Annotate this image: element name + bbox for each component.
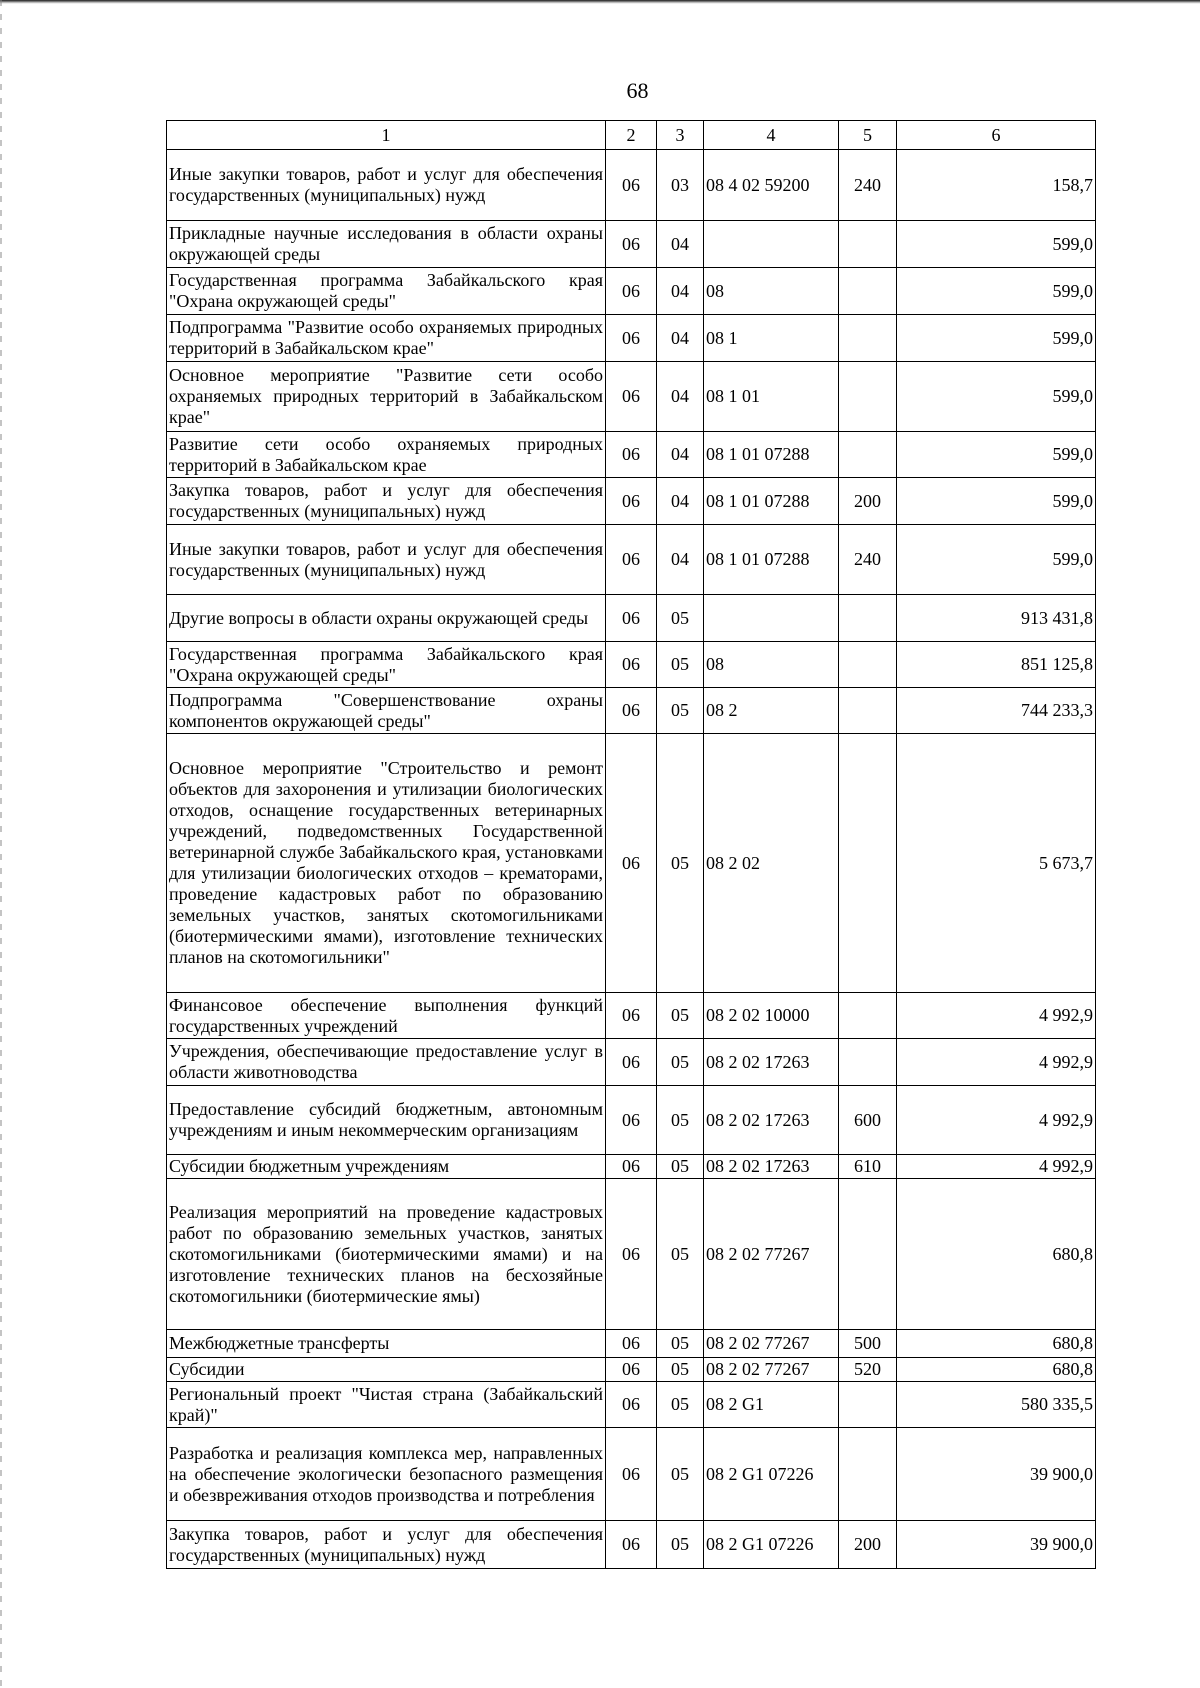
header-col-5: 5 (839, 121, 897, 150)
row-subsection: 04 (657, 362, 704, 432)
row-expense-type: 600 (839, 1086, 897, 1155)
row-section: 06 (606, 221, 657, 268)
row-target-code: 08 1 01 07288 (704, 525, 839, 595)
row-section: 06 (606, 1179, 657, 1330)
row-subsection: 05 (657, 1358, 704, 1382)
row-target-code: 08 2 (704, 688, 839, 734)
table-row (167, 1039, 1096, 1086)
table-row (167, 268, 1096, 315)
table-header (167, 121, 1096, 150)
table-row (167, 1521, 1096, 1569)
header-col-3: 3 (657, 121, 704, 150)
row-name: Субсидии бюджетным учреждениям (167, 1155, 606, 1179)
row-target-code: 08 2 02 17263 (704, 1039, 839, 1086)
row-section: 06 (606, 1155, 657, 1179)
row-amount: 4 992,9 (897, 1086, 1096, 1155)
table-row (167, 150, 1096, 221)
header-row (167, 121, 1096, 150)
scan-left-edge (0, 0, 2, 1688)
row-amount: 744 233,3 (897, 688, 1096, 734)
row-name: Иные закупки товаров, работ и услуг для обеспечения государственных (муниципальных) нужд (167, 525, 606, 595)
row-section: 06 (606, 525, 657, 595)
table-row (167, 1179, 1096, 1330)
row-subsection: 04 (657, 478, 704, 525)
row-name: Финансовое обеспечение выполнения функций государственных учреждений (167, 993, 606, 1039)
row-expense-type (839, 642, 897, 688)
row-target-code: 08 (704, 268, 839, 315)
row-subsection: 05 (657, 1521, 704, 1569)
row-target-code (704, 595, 839, 642)
budget-table (166, 120, 1096, 1569)
row-expense-type (839, 1179, 897, 1330)
row-name: Подпрограмма "Развитие особо охраняемых природных территорий в Забайкальском крае" (167, 315, 606, 362)
row-section: 06 (606, 993, 657, 1039)
row-subsection: 05 (657, 1428, 704, 1521)
row-subsection: 05 (657, 1179, 704, 1330)
row-target-code: 08 2 G1 07226 (704, 1428, 839, 1521)
row-subsection: 04 (657, 315, 704, 362)
row-name: Региональный проект "Чистая страна (Забайкальский край)" (167, 1382, 606, 1428)
row-name: Разработка и реализация комплекса мер, направленных на обеспечение экологически безопасного размещения и обезвреживания отходов производства и потребления (167, 1428, 606, 1521)
row-section: 06 (606, 642, 657, 688)
row-amount: 4 992,9 (897, 1039, 1096, 1086)
row-target-code: 08 2 02 77267 (704, 1330, 839, 1358)
table-body (167, 150, 1096, 1569)
row-amount: 599,0 (897, 432, 1096, 478)
row-section: 06 (606, 1086, 657, 1155)
row-expense-type (839, 432, 897, 478)
row-subsection: 05 (657, 688, 704, 734)
table-row (167, 1428, 1096, 1521)
row-expense-type (839, 315, 897, 362)
row-subsection: 04 (657, 221, 704, 268)
row-section: 06 (606, 432, 657, 478)
table-row (167, 1358, 1096, 1382)
row-amount: 158,7 (897, 150, 1096, 221)
row-name: Государственная программа Забайкальского края "Охрана окружающей среды" (167, 268, 606, 315)
table-row (167, 993, 1096, 1039)
row-amount: 599,0 (897, 268, 1096, 315)
table-row (167, 525, 1096, 595)
row-amount: 680,8 (897, 1179, 1096, 1330)
row-name: Государственная программа Забайкальского края "Охрана окружающей среды" (167, 642, 606, 688)
row-amount: 680,8 (897, 1330, 1096, 1358)
row-subsection: 04 (657, 432, 704, 478)
row-name: Закупка товаров, работ и услуг для обеспечения государственных (муниципальных) нужд (167, 1521, 606, 1569)
row-section: 06 (606, 362, 657, 432)
row-subsection: 05 (657, 993, 704, 1039)
row-target-code: 08 1 01 07288 (704, 478, 839, 525)
row-section: 06 (606, 1521, 657, 1569)
table-row (167, 734, 1096, 993)
header-col-2: 2 (606, 121, 657, 150)
row-name: Межбюджетные трансферты (167, 1330, 606, 1358)
row-target-code: 08 2 02 17263 (704, 1086, 839, 1155)
table-row (167, 315, 1096, 362)
row-expense-type: 240 (839, 525, 897, 595)
row-amount: 580 335,5 (897, 1382, 1096, 1428)
row-section: 06 (606, 1382, 657, 1428)
row-subsection: 05 (657, 1155, 704, 1179)
scan-top-edge (0, 0, 1200, 4)
row-subsection: 03 (657, 150, 704, 221)
row-name: Предоставление субсидий бюджетным, автономным учреждениям и иным некоммерческим организациям (167, 1086, 606, 1155)
row-expense-type (839, 993, 897, 1039)
row-amount: 4 992,9 (897, 1155, 1096, 1179)
row-target-code: 08 2 02 77267 (704, 1358, 839, 1382)
row-amount: 913 431,8 (897, 595, 1096, 642)
row-name: Основное мероприятие "Развитие сети особо охраняемых природных территорий в Забайкальском крае" (167, 362, 606, 432)
row-subsection: 05 (657, 642, 704, 688)
row-name: Субсидии (167, 1358, 606, 1382)
row-section: 06 (606, 150, 657, 221)
row-expense-type: 520 (839, 1358, 897, 1382)
row-name: Закупка товаров, работ и услуг для обеспечения государственных (муниципальных) нужд (167, 478, 606, 525)
row-name: Подпрограмма "Совершенствование охраны компонентов окружающей среды" (167, 688, 606, 734)
row-subsection: 05 (657, 595, 704, 642)
table-row (167, 478, 1096, 525)
row-target-code: 08 (704, 642, 839, 688)
row-subsection: 05 (657, 1039, 704, 1086)
table-row (167, 1086, 1096, 1155)
row-subsection: 04 (657, 268, 704, 315)
row-target-code: 08 2 02 77267 (704, 1179, 839, 1330)
row-expense-type (839, 688, 897, 734)
row-target-code (704, 221, 839, 268)
header-col-6: 6 (897, 121, 1096, 150)
row-target-code: 08 1 (704, 315, 839, 362)
row-section: 06 (606, 268, 657, 315)
row-target-code: 08 2 G1 (704, 1382, 839, 1428)
table-row (167, 1330, 1096, 1358)
row-amount: 4 992,9 (897, 993, 1096, 1039)
row-expense-type: 200 (839, 1521, 897, 1569)
row-amount: 39 900,0 (897, 1428, 1096, 1521)
row-expense-type (839, 221, 897, 268)
header-col-1: 1 (167, 121, 606, 150)
row-section: 06 (606, 734, 657, 993)
row-expense-type (839, 362, 897, 432)
table-row (167, 595, 1096, 642)
row-section: 06 (606, 1358, 657, 1382)
row-amount: 599,0 (897, 315, 1096, 362)
row-expense-type: 200 (839, 478, 897, 525)
row-subsection: 05 (657, 734, 704, 993)
row-expense-type (839, 1382, 897, 1428)
row-section: 06 (606, 478, 657, 525)
row-subsection: 05 (657, 1382, 704, 1428)
row-name: Реализация мероприятий на проведение кадастровых работ по образованию земельных участков, занятых скотомогильниками (биотермическими ямами) и на изготовление технических планов на бесхозяйные скотомогильники (биотермические ямы) (167, 1179, 606, 1330)
row-subsection: 04 (657, 525, 704, 595)
row-amount: 851 125,8 (897, 642, 1096, 688)
row-expense-type (839, 1039, 897, 1086)
row-expense-type: 240 (839, 150, 897, 221)
row-expense-type (839, 268, 897, 315)
row-amount: 599,0 (897, 221, 1096, 268)
row-amount: 599,0 (897, 362, 1096, 432)
row-section: 06 (606, 688, 657, 734)
table-row (167, 221, 1096, 268)
row-target-code: 08 1 01 07288 (704, 432, 839, 478)
header-col-4: 4 (704, 121, 839, 150)
row-name: Основное мероприятие "Строительство и ремонт объектов для захоронения и утилизации биологических отходов, оснащение государственных ветеринарных учреждений, подведомственных Государственной ветеринарной службе Забайкальского края, установками для утилизации биологических отходов – крематорами, проведение кадастровых работ по образованию земельных участков, занятых скотомогильниками (биотермическими ямами), изготовление технических планов на скотомогильники" (167, 734, 606, 993)
row-subsection: 05 (657, 1330, 704, 1358)
table-row (167, 362, 1096, 432)
table-row (167, 432, 1096, 478)
row-target-code: 08 4 02 59200 (704, 150, 839, 221)
row-section: 06 (606, 595, 657, 642)
page-number: 68 (626, 78, 649, 103)
row-target-code: 08 2 G1 07226 (704, 1521, 839, 1569)
row-target-code: 08 2 02 17263 (704, 1155, 839, 1179)
row-name: Учреждения, обеспечивающие предоставление услуг в области животноводства (167, 1039, 606, 1086)
table-row (167, 688, 1096, 734)
row-expense-type (839, 595, 897, 642)
row-target-code: 08 2 02 10000 (704, 993, 839, 1039)
row-amount: 599,0 (897, 478, 1096, 525)
row-expense-type: 610 (839, 1155, 897, 1179)
row-target-code: 08 2 02 (704, 734, 839, 993)
row-section: 06 (606, 1428, 657, 1521)
row-amount: 599,0 (897, 525, 1096, 595)
row-subsection: 05 (657, 1086, 704, 1155)
row-expense-type: 500 (839, 1330, 897, 1358)
table-row (167, 642, 1096, 688)
row-section: 06 (606, 1039, 657, 1086)
table-row (167, 1382, 1096, 1428)
row-amount: 680,8 (897, 1358, 1096, 1382)
row-name: Прикладные научные исследования в области охраны окружающей среды (167, 221, 606, 268)
row-expense-type (839, 1428, 897, 1521)
row-amount: 5 673,7 (897, 734, 1096, 993)
row-target-code: 08 1 01 (704, 362, 839, 432)
row-section: 06 (606, 315, 657, 362)
row-name: Другие вопросы в области охраны окружающей среды (167, 595, 606, 642)
row-expense-type (839, 734, 897, 993)
row-section: 06 (606, 1330, 657, 1358)
row-name: Иные закупки товаров, работ и услуг для обеспечения государственных (муниципальных) нужд (167, 150, 606, 221)
row-name: Развитие сети особо охраняемых природных территорий в Забайкальском крае (167, 432, 606, 478)
table-row (167, 1155, 1096, 1179)
row-amount: 39 900,0 (897, 1521, 1096, 1569)
